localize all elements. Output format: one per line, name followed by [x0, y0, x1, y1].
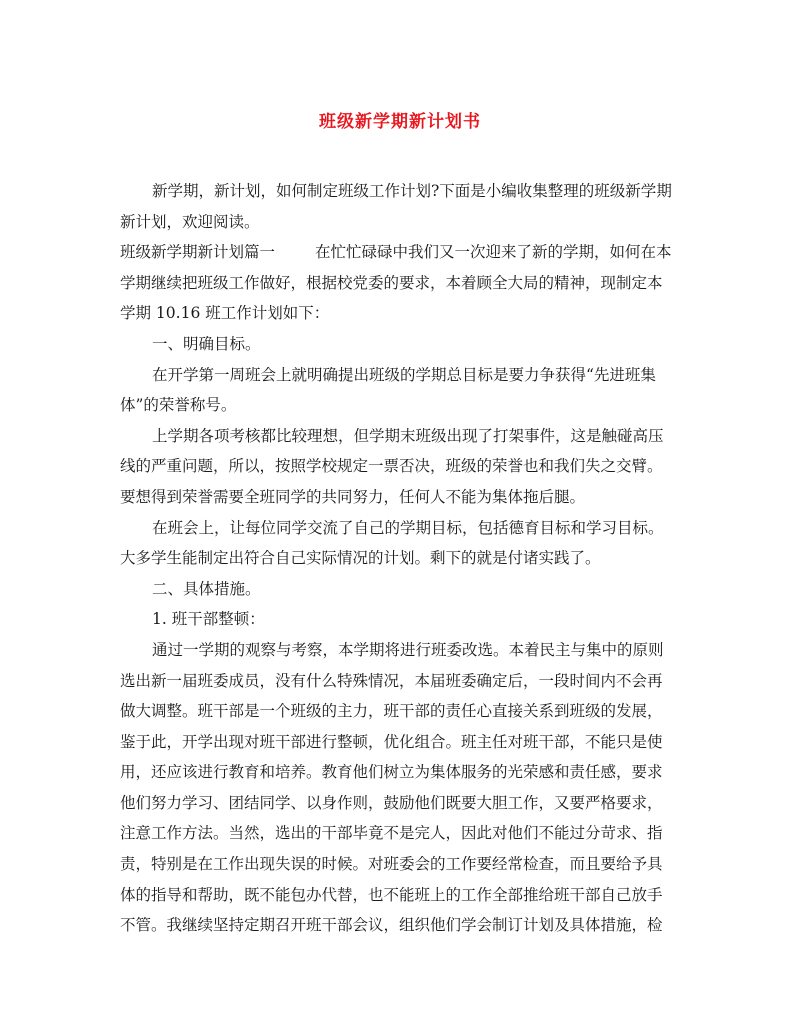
text-line: 在开学第一周班会上就明确提出班级的学期总目标是要力争获得“先进班集: [152, 365, 656, 384]
text-line: 大多学生能制定出符合自己实际情况的计划。剩下的就是付诸实践了。: [120, 549, 601, 568]
document-title: 班级新学期新计划书: [319, 112, 481, 132]
text-line: 鉴于此，开学出现对班干部进行整顿，优化组合。班主任对班干部，不能只是使: [120, 732, 663, 751]
text-line: 学期 10.16 班工作计划如下：: [120, 304, 330, 323]
text-line-segment: 在忙忙碌碌中我们又一次迎来了新的学期，如何在本: [315, 243, 672, 262]
text-line: 选出新一届班委成员，没有什么特殊情况，本届班委确定后，一段时间内不会再: [120, 671, 663, 690]
text-line: 线的严重问题，所以，按照学校规定一票否决，班级的荣誉也和我们失之交臂。: [120, 457, 663, 476]
text-line: 在班会上，让每位同学交流了自己的学期目标，包括德育目标和学习目标。: [152, 518, 664, 537]
text-line: 他们努力学习、团结同学、以身作则，鼓励他们既要大胆工作，又要严格要求，: [120, 793, 663, 812]
text-line: [120, 237, 680, 268]
text-line: 做大调整。班干部是一个班级的主力，班干部的责任心直接关系到班级的发展，: [120, 702, 663, 721]
text-line: 责，特别是在工作出现失误的时候。对班委会的工作要经常检查，而且要给予具: [120, 855, 663, 874]
text-line: 用，还应该进行教育和培养。教育他们树立为集体服务的光荣感和责任感，要求: [120, 763, 663, 782]
subsection-heading: 1. 班干部整顿：: [152, 610, 265, 629]
text-line: 体”的荣誉称号。: [120, 396, 237, 415]
text-line: 新学期，新计划，如何制定班级工作计划?下面是小编收集整理的班级新学期: [152, 182, 672, 200]
section-heading: 二、具体措施。: [152, 579, 261, 598]
text-line: 要想得到荣誉需要全班同学的共同努力，任何人不能为集体拖后腿。: [120, 487, 586, 506]
text-line: 通过一学期的观察与考察，本学期将进行班委改选。本着民主与集中的原则: [152, 640, 664, 659]
text-line: 注意工作方法。当然，选出的干部毕竟不是完人，因此对他们不能过分苛求、指: [120, 824, 663, 843]
text-line: 学期继续把班级工作做好，根据校党委的要求，本着顾全大局的精神，现制定本: [120, 273, 663, 292]
text-line: 体的指导和帮助，既不能包办代替，也不能班上的工作全部推给班干部自己放手: [120, 885, 663, 904]
document-body: [120, 176, 680, 941]
section-heading: 一、明确目标。: [152, 334, 261, 353]
text-line: 不管。我继续坚持定期召开班干部会议，组织他们学会制订计划及具体措施，检: [120, 916, 663, 935]
text-line: 上学期各项考核都比较理想，但学期末班级出现了打架事件，这是触碰高压: [152, 426, 664, 445]
section-heading-plan-one: 班级新学期新计划篇一: [120, 243, 276, 262]
text-line: 新计划，欢迎阅读。: [120, 212, 260, 231]
